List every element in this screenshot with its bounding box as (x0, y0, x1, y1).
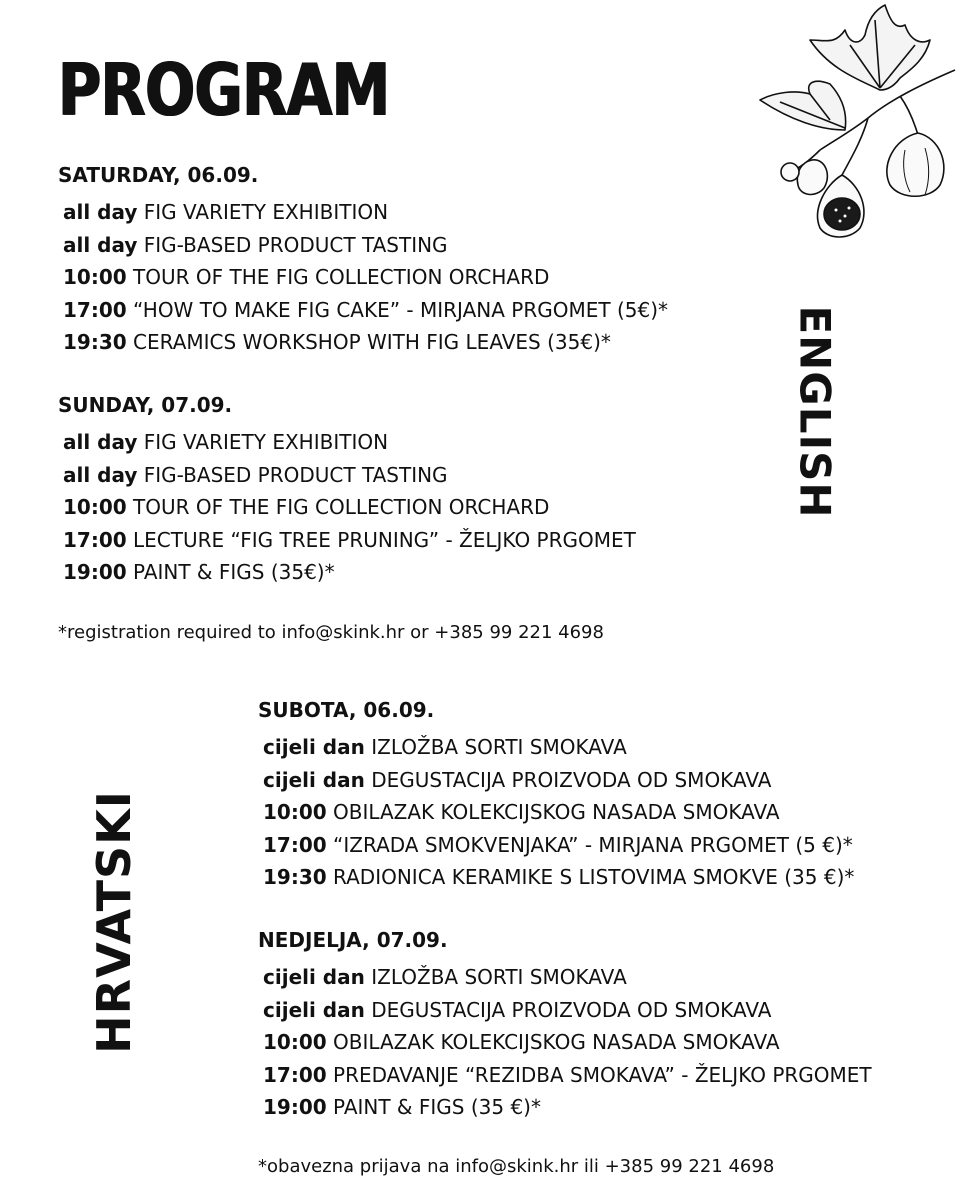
event-time: 10:00 (263, 800, 327, 825)
event-item (258, 994, 872, 1027)
event-title: “HOW TO MAKE FIG CAKE” - MIRJANA PRGOMET (5€)* (133, 297, 669, 322)
event-title: OBILAZAK KOLEKCIJSKOG NASADA SMOKAVA (333, 1030, 780, 1055)
event-item (58, 294, 668, 327)
event-item (58, 229, 668, 262)
event-title: FIG-BASED PRODUCT TASTING (143, 232, 448, 257)
event-time: cijeli dan (263, 997, 365, 1022)
day-heading: NEDJELJA, 07.09. (258, 928, 448, 952)
event-time: 19:00 (63, 560, 127, 585)
event-title: PAINT & FIGS (35€)* (133, 560, 335, 585)
event-title: “IZRADA SMOKVENJAKA” - MIRJANA PRGOMET (5 €)* (333, 832, 853, 857)
event-title: FIG VARIETY EXHIBITION (143, 200, 389, 224)
registration-note-croatian: *obavezna prijava na info@skink.hr ili +385 99 221 4698 (258, 1156, 775, 1177)
event-title: RADIONICA KERAMIKE S LISTOVIMA SMOKVE (35 €)* (333, 865, 855, 890)
event-title: PAINT & FIGS (35 €)* (333, 1095, 541, 1120)
event-title: DEGUSTACIJA PROIZVODA OD SMOKAVA (371, 767, 772, 792)
event-time: all day (63, 462, 138, 487)
event-time: 10:00 (63, 495, 127, 520)
event-time: all day (63, 232, 138, 257)
event-item (58, 426, 636, 459)
event-item (258, 861, 854, 894)
event-time: 17:00 (263, 832, 327, 857)
fig-branch-icon (750, 0, 960, 245)
event-time: 19:00 (263, 1095, 327, 1120)
event-item (58, 556, 636, 589)
page-title: PROGRAM (58, 48, 390, 132)
event-title: PREDAVANJE “REZIDBA SMOKAVA” - ŽELJKO PRGOMET (333, 1062, 872, 1087)
event-time: cijeli dan (263, 735, 365, 759)
event-title: LECTURE “FIG TREE PRUNING” - ŽELJKO PRGOMET (133, 527, 636, 552)
registration-note: *registration required to info@skink.hr or +385 99 221 4698 (58, 622, 604, 643)
event-time: 10:00 (63, 265, 127, 290)
event-title: IZLOŽBA SORTI SMOKAVA (371, 735, 627, 759)
day-heading: SUNDAY, 07.09. (58, 393, 233, 417)
event-item (258, 731, 854, 764)
event-time: all day (63, 430, 138, 454)
event-title: DEGUSTACIJA PROIZVODA OD SMOKAVA (371, 997, 772, 1022)
day-block-nedjelja (258, 928, 872, 1124)
event-title: TOUR OF THE FIG COLLECTION ORCHARD (133, 265, 550, 290)
event-time: cijeli dan (263, 767, 365, 792)
day-block-saturday (58, 163, 668, 359)
event-time: 10:00 (263, 1030, 327, 1055)
day-heading: SUBOTA, 06.09. (258, 698, 435, 722)
event-item (58, 524, 636, 557)
event-title: TOUR OF THE FIG COLLECTION ORCHARD (133, 495, 550, 520)
event-time: 19:30 (63, 330, 127, 355)
event-title: IZLOŽBA SORTI SMOKAVA (371, 965, 627, 989)
event-time: 17:00 (263, 1062, 327, 1087)
event-title: OBILAZAK KOLEKCIJSKOG NASADA SMOKAVA (333, 800, 780, 825)
event-item (258, 1026, 872, 1059)
event-time: cijeli dan (263, 965, 365, 989)
language-label-croatian: HRVATSKI (87, 790, 141, 1054)
event-item (258, 764, 854, 797)
event-title: CERAMICS WORKSHOP WITH FIG LEAVES (35€)* (133, 330, 611, 355)
event-title: FIG-BASED PRODUCT TASTING (143, 462, 448, 487)
event-time: 17:00 (63, 527, 127, 552)
event-item (258, 1091, 872, 1124)
event-item (58, 459, 636, 492)
event-item (58, 196, 668, 229)
event-item (58, 326, 668, 359)
language-label-english: ENGLISH (790, 305, 840, 519)
event-time: 19:30 (263, 865, 327, 890)
event-item (258, 796, 854, 829)
event-item (258, 829, 854, 862)
day-block-sunday (58, 393, 636, 589)
event-item (258, 961, 872, 994)
event-title: FIG VARIETY EXHIBITION (143, 430, 389, 454)
event-time: 17:00 (63, 297, 127, 322)
day-heading: SATURDAY, 06.09. (58, 163, 259, 187)
event-item (258, 1059, 872, 1092)
event-item (58, 261, 668, 294)
event-time: all day (63, 200, 138, 224)
event-item (58, 491, 636, 524)
day-block-subota (258, 698, 854, 894)
